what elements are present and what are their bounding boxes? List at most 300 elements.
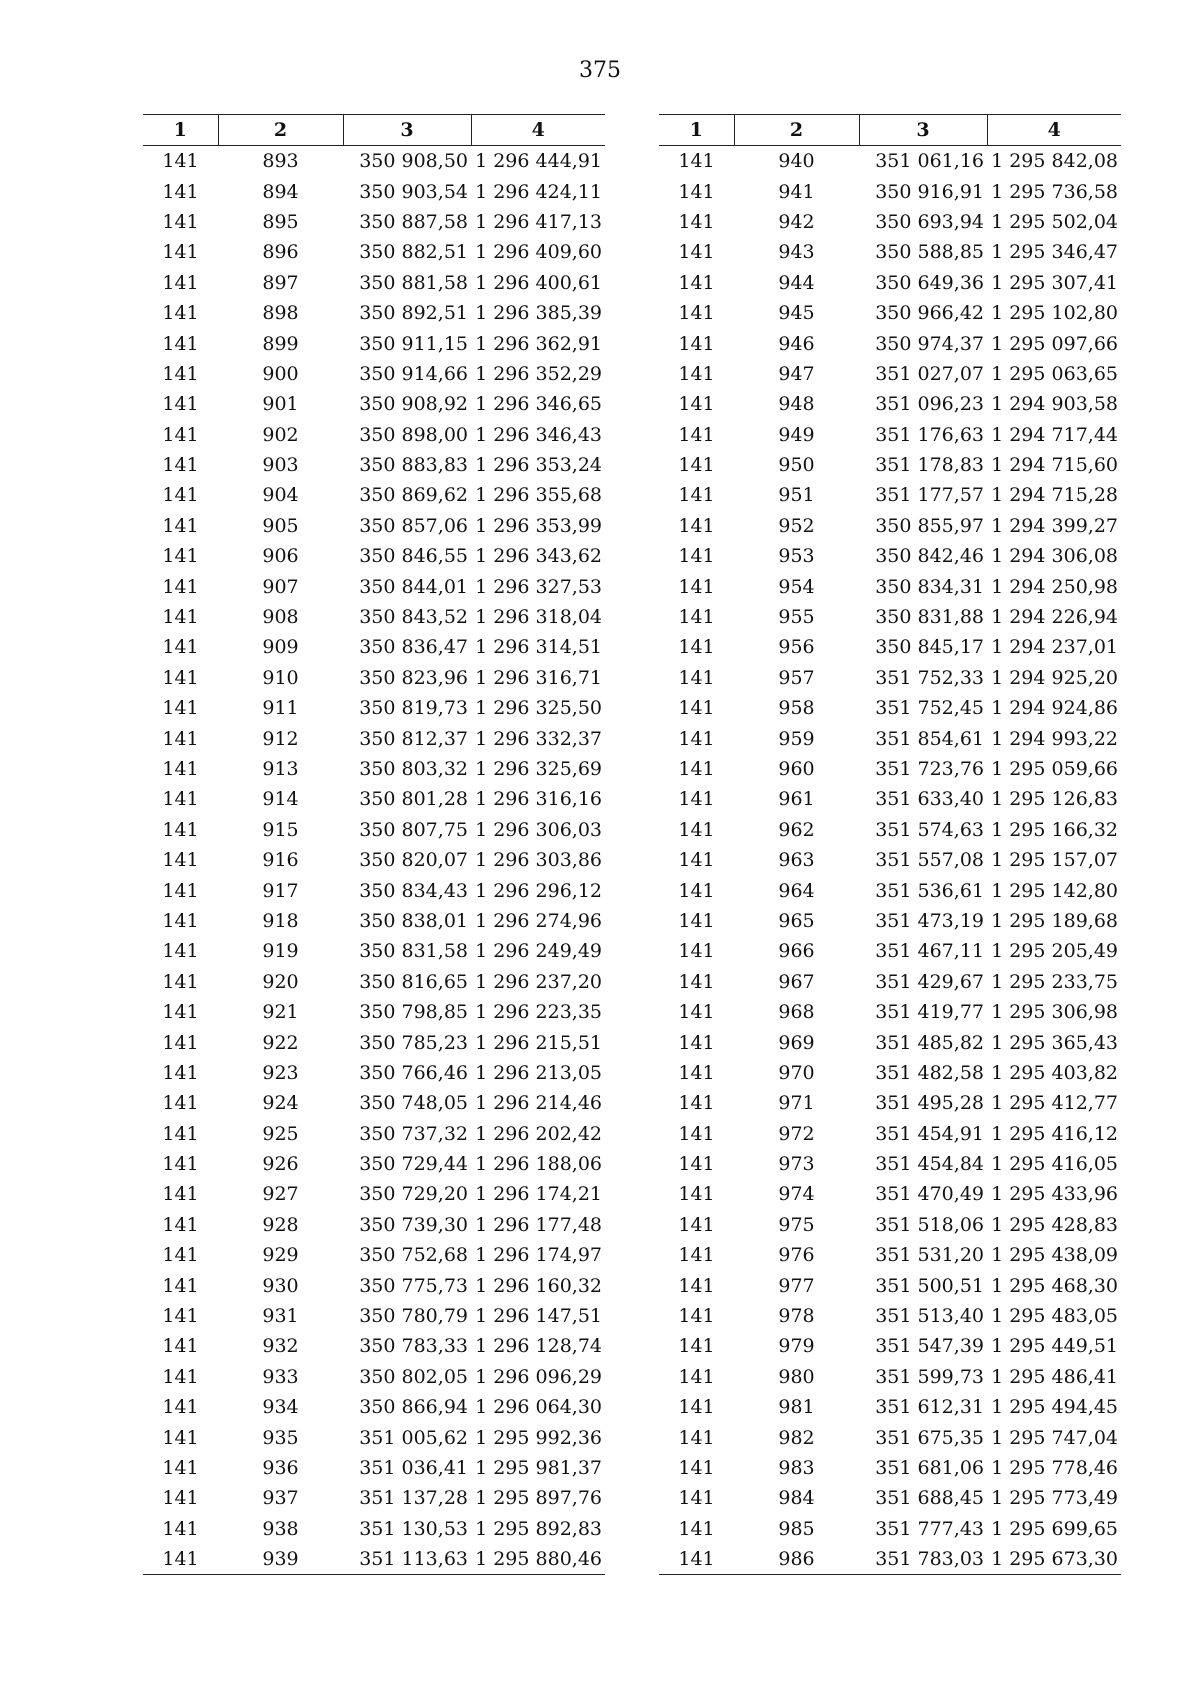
group-number-cell: 141 bbox=[162, 666, 199, 689]
x-coordinate-cell: 350 801,28 bbox=[359, 788, 468, 811]
group-number-cell: 141 bbox=[162, 1001, 199, 1024]
x-coordinate-cell: 351 500,51 bbox=[875, 1274, 984, 1297]
y-coordinate-cell: 1 294 226,94 bbox=[991, 606, 1118, 629]
x-coordinate-cell: 350 881,58 bbox=[359, 271, 468, 294]
y-coordinate-cell: 1 295 306,98 bbox=[991, 1001, 1118, 1024]
table-row bbox=[659, 663, 1121, 693]
x-coordinate-cell: 350 785,23 bbox=[359, 1031, 468, 1054]
point-number-cell: 905 bbox=[262, 514, 299, 537]
table-row bbox=[659, 1422, 1121, 1452]
y-coordinate-cell: 1 296 353,99 bbox=[475, 514, 602, 537]
y-coordinate-cell: 1 296 174,97 bbox=[475, 1244, 602, 1267]
y-coordinate-cell: 1 296 128,74 bbox=[475, 1335, 602, 1358]
x-coordinate-cell: 350 807,75 bbox=[359, 818, 468, 841]
y-coordinate-cell: 1 296 249,49 bbox=[475, 940, 602, 963]
y-coordinate-cell: 1 296 343,62 bbox=[475, 545, 602, 568]
point-number-cell: 902 bbox=[262, 423, 299, 446]
x-coordinate-cell: 350 783,33 bbox=[359, 1335, 468, 1358]
group-number-cell: 141 bbox=[162, 1213, 199, 1236]
group-number-cell: 141 bbox=[678, 697, 715, 720]
point-number-cell: 912 bbox=[262, 727, 299, 750]
table-row bbox=[659, 1301, 1121, 1331]
group-number-cell: 141 bbox=[678, 940, 715, 963]
group-number-cell: 141 bbox=[162, 332, 199, 355]
x-coordinate-cell: 350 737,32 bbox=[359, 1122, 468, 1145]
point-number-cell: 927 bbox=[262, 1183, 299, 1206]
y-coordinate-cell: 1 296 424,11 bbox=[475, 180, 602, 203]
y-coordinate-cell: 1 295 773,49 bbox=[991, 1487, 1118, 1510]
group-number-cell: 141 bbox=[678, 1213, 715, 1236]
group-number-cell: 141 bbox=[678, 1122, 715, 1145]
table-row bbox=[659, 936, 1121, 966]
group-number-cell: 141 bbox=[678, 1335, 715, 1358]
x-coordinate-cell: 351 137,28 bbox=[359, 1487, 468, 1510]
point-number-cell: 935 bbox=[262, 1426, 299, 1449]
table-row bbox=[659, 1027, 1121, 1057]
group-number-cell: 141 bbox=[162, 1487, 199, 1510]
group-number-cell: 141 bbox=[143, 1544, 218, 1575]
x-coordinate-cell: 350 846,55 bbox=[359, 545, 468, 568]
x-coordinate-cell: 351 681,06 bbox=[875, 1456, 984, 1479]
group-number-cell: 141 bbox=[162, 1274, 199, 1297]
x-coordinate-cell: 351 036,41 bbox=[359, 1456, 468, 1479]
y-coordinate-cell: 1 296 214,46 bbox=[475, 1092, 602, 1115]
y-coordinate-cell: 1 295 433,96 bbox=[991, 1183, 1118, 1206]
point-number-cell: 948 bbox=[778, 393, 815, 416]
point-number-cell: 916 bbox=[262, 849, 299, 872]
table-row bbox=[659, 815, 1121, 845]
x-coordinate-cell: 350 798,85 bbox=[359, 1001, 468, 1024]
table-row bbox=[143, 723, 605, 753]
point-number-cell: 973 bbox=[778, 1153, 815, 1176]
table-row bbox=[143, 268, 605, 298]
group-number-cell: 141 bbox=[678, 666, 715, 689]
group-number-cell: 141 bbox=[678, 332, 715, 355]
point-number-cell: 932 bbox=[262, 1335, 299, 1358]
table-row bbox=[143, 146, 605, 177]
table-row bbox=[143, 480, 605, 510]
point-number-cell: 954 bbox=[778, 575, 815, 598]
y-coordinate-cell: 1 296 296,12 bbox=[475, 879, 602, 902]
x-coordinate-cell: 350 766,46 bbox=[359, 1061, 468, 1084]
table-row bbox=[143, 571, 605, 601]
table-row bbox=[659, 1392, 1121, 1422]
y-coordinate-cell: 1 295 892,83 bbox=[475, 1517, 602, 1540]
table-row bbox=[659, 359, 1121, 389]
x-coordinate-cell: 350 752,68 bbox=[359, 1244, 468, 1267]
table-row bbox=[659, 693, 1121, 723]
point-number-cell: 894 bbox=[262, 180, 299, 203]
table-row bbox=[659, 268, 1121, 298]
y-coordinate-cell: 1 296 174,21 bbox=[475, 1183, 602, 1206]
point-number-cell: 941 bbox=[778, 180, 815, 203]
table-row bbox=[143, 997, 605, 1027]
x-coordinate-cell: 351 752,33 bbox=[875, 666, 984, 689]
y-coordinate-cell: 1 295 438,09 bbox=[991, 1244, 1118, 1267]
table-row bbox=[143, 1027, 605, 1057]
point-number-cell: 926 bbox=[262, 1153, 299, 1176]
y-coordinate-cell: 1 295 157,07 bbox=[991, 849, 1118, 872]
group-number-cell: 141 bbox=[162, 940, 199, 963]
x-coordinate-cell: 350 820,07 bbox=[359, 849, 468, 872]
column-header: 2 bbox=[218, 115, 343, 146]
point-number-cell: 946 bbox=[778, 332, 815, 355]
y-coordinate-cell: 1 295 502,04 bbox=[991, 210, 1118, 233]
table-row bbox=[659, 1149, 1121, 1179]
x-coordinate-cell: 350 843,52 bbox=[359, 606, 468, 629]
x-coordinate-cell: 351 454,84 bbox=[875, 1153, 984, 1176]
y-coordinate-cell: 1 296 177,48 bbox=[475, 1213, 602, 1236]
x-coordinate-cell: 351 557,08 bbox=[875, 849, 984, 872]
y-coordinate-cell: 1 296 352,29 bbox=[475, 362, 602, 385]
y-coordinate-cell: 1 295 449,51 bbox=[991, 1335, 1118, 1358]
x-coordinate-cell: 350 812,37 bbox=[359, 727, 468, 750]
point-number-cell: 968 bbox=[778, 1001, 815, 1024]
group-number-cell: 141 bbox=[162, 575, 199, 598]
x-coordinate-cell: 350 882,51 bbox=[359, 241, 468, 264]
table-row bbox=[659, 1119, 1121, 1149]
y-coordinate-cell: 1 295 346,47 bbox=[991, 241, 1118, 264]
point-number-cell: 949 bbox=[778, 423, 815, 446]
y-coordinate-cell: 1 295 097,66 bbox=[991, 332, 1118, 355]
table-row bbox=[143, 1483, 605, 1513]
y-coordinate-cell: 1 296 325,69 bbox=[475, 758, 602, 780]
group-number-cell: 141 bbox=[659, 1544, 734, 1575]
table-row bbox=[659, 1210, 1121, 1240]
x-coordinate-cell: 350 802,05 bbox=[359, 1365, 468, 1388]
point-number-cell: 981 bbox=[778, 1396, 815, 1419]
group-number-cell: 141 bbox=[678, 1092, 715, 1115]
point-number-cell: 944 bbox=[778, 271, 815, 294]
column-header: 4 bbox=[471, 115, 605, 146]
group-number-cell: 141 bbox=[162, 393, 199, 416]
y-coordinate-cell: 1 294 250,98 bbox=[991, 575, 1118, 598]
x-coordinate-cell: 350 845,17 bbox=[875, 636, 984, 659]
table-row bbox=[659, 1514, 1121, 1544]
group-number-cell: 141 bbox=[162, 545, 199, 568]
table-row bbox=[143, 906, 605, 936]
point-number-cell: 957 bbox=[778, 666, 815, 689]
table-row bbox=[143, 207, 605, 237]
table-row bbox=[143, 389, 605, 419]
point-number-cell: 918 bbox=[262, 909, 299, 932]
y-coordinate-cell: 1 295 736,58 bbox=[991, 180, 1118, 203]
x-coordinate-cell: 350 903,54 bbox=[359, 180, 468, 203]
table-row bbox=[143, 1362, 605, 1392]
x-coordinate-cell: 351 429,67 bbox=[875, 970, 984, 993]
x-coordinate-cell: 350 908,50 bbox=[359, 150, 468, 173]
y-coordinate-cell: 1 296 353,24 bbox=[475, 454, 602, 477]
group-number-cell: 141 bbox=[162, 1031, 199, 1054]
y-coordinate-cell: 1 296 355,68 bbox=[475, 484, 602, 507]
x-coordinate-cell: 350 842,46 bbox=[875, 545, 984, 568]
point-number-cell: 967 bbox=[778, 970, 815, 993]
y-coordinate-cell: 1 295 403,82 bbox=[991, 1061, 1118, 1084]
x-coordinate-cell: 350 775,73 bbox=[359, 1274, 468, 1297]
point-number-cell: 962 bbox=[778, 818, 815, 841]
x-coordinate-cell: 350 892,51 bbox=[359, 302, 468, 325]
y-coordinate-cell: 1 296 237,20 bbox=[475, 970, 602, 993]
y-coordinate-cell: 1 296 362,91 bbox=[475, 332, 602, 355]
group-number-cell: 141 bbox=[678, 1031, 715, 1054]
page-number: 375 bbox=[579, 58, 621, 83]
y-coordinate-cell: 1 295 842,08 bbox=[991, 150, 1118, 173]
point-number-cell: 914 bbox=[262, 788, 299, 811]
y-coordinate-cell: 1 295 189,68 bbox=[991, 909, 1118, 932]
y-coordinate-cell: 1 296 327,53 bbox=[475, 575, 602, 598]
table-row bbox=[143, 1088, 605, 1118]
group-number-cell: 141 bbox=[162, 241, 199, 264]
y-coordinate-cell: 1 294 993,22 bbox=[991, 727, 1118, 750]
point-number-cell: 925 bbox=[262, 1122, 299, 1145]
y-coordinate-cell: 1 296 316,71 bbox=[475, 666, 602, 689]
y-coordinate-cell: 1 294 399,27 bbox=[991, 514, 1118, 537]
y-coordinate-cell: 1 295 142,80 bbox=[991, 879, 1118, 902]
point-number-cell: 960 bbox=[778, 758, 815, 780]
group-number-cell: 141 bbox=[678, 484, 715, 507]
point-number-cell: 958 bbox=[778, 697, 815, 720]
point-number-cell: 924 bbox=[262, 1092, 299, 1115]
table-row bbox=[143, 1240, 605, 1270]
point-number-cell: 983 bbox=[778, 1456, 815, 1479]
point-number-cell: 908 bbox=[262, 606, 299, 629]
y-coordinate-cell: 1 296 147,51 bbox=[475, 1305, 602, 1328]
table-row bbox=[143, 541, 605, 571]
x-coordinate-cell: 350 780,79 bbox=[359, 1305, 468, 1328]
table-row bbox=[143, 1270, 605, 1300]
point-number-cell: 936 bbox=[262, 1456, 299, 1479]
y-coordinate-cell: 1 295 233,75 bbox=[991, 970, 1118, 993]
table-row bbox=[143, 754, 605, 784]
x-coordinate-cell: 350 869,62 bbox=[359, 484, 468, 507]
x-coordinate-cell: 350 855,97 bbox=[875, 514, 984, 537]
table-row bbox=[659, 146, 1121, 177]
point-number-cell: 943 bbox=[778, 241, 815, 264]
y-coordinate-cell: 1 296 417,13 bbox=[475, 210, 602, 233]
x-coordinate-cell: 351 752,45 bbox=[875, 697, 984, 720]
y-coordinate-cell: 1 294 715,28 bbox=[991, 484, 1118, 507]
y-coordinate-cell: 1 296 318,04 bbox=[475, 606, 602, 629]
table-row bbox=[143, 936, 605, 966]
y-coordinate-cell: 1 295 416,12 bbox=[991, 1122, 1118, 1145]
table-row bbox=[659, 967, 1121, 997]
x-coordinate-cell: 351 536,61 bbox=[875, 879, 984, 902]
point-number-cell: 900 bbox=[262, 362, 299, 385]
group-number-cell: 141 bbox=[678, 150, 715, 173]
x-coordinate-cell: 351 470,49 bbox=[875, 1183, 984, 1206]
group-number-cell: 141 bbox=[162, 788, 199, 811]
table-row bbox=[143, 815, 605, 845]
y-coordinate-cell: 1 296 213,05 bbox=[475, 1061, 602, 1084]
x-coordinate-cell: 351 633,40 bbox=[875, 788, 984, 811]
x-coordinate-cell: 351 473,19 bbox=[875, 909, 984, 932]
table-row bbox=[659, 1331, 1121, 1361]
y-coordinate-cell: 1 296 274,96 bbox=[475, 909, 602, 932]
group-number-cell: 141 bbox=[678, 362, 715, 385]
group-number-cell: 141 bbox=[162, 514, 199, 537]
x-coordinate-cell: 350 729,20 bbox=[359, 1183, 468, 1206]
column-header: 1 bbox=[143, 115, 218, 146]
point-number-cell: 955 bbox=[778, 606, 815, 629]
group-number-cell: 141 bbox=[162, 909, 199, 932]
table-row bbox=[659, 1453, 1121, 1483]
x-coordinate-cell: 350 831,58 bbox=[359, 940, 468, 963]
table-row bbox=[143, 1544, 605, 1575]
table-row bbox=[143, 420, 605, 450]
point-number-cell: 982 bbox=[778, 1426, 815, 1449]
table-row bbox=[143, 967, 605, 997]
table-row bbox=[659, 176, 1121, 206]
y-coordinate-cell: 1 294 715,60 bbox=[991, 454, 1118, 477]
table-row bbox=[659, 1240, 1121, 1270]
y-coordinate-cell: 1 296 385,39 bbox=[475, 302, 602, 325]
table-header-row bbox=[143, 115, 605, 146]
table-row bbox=[659, 602, 1121, 632]
y-coordinate-cell: 1 295 059,66 bbox=[991, 758, 1118, 780]
table-row bbox=[659, 207, 1121, 237]
y-coordinate-cell: 1 296 400,61 bbox=[475, 271, 602, 294]
table-row bbox=[659, 420, 1121, 450]
group-number-cell: 141 bbox=[162, 180, 199, 203]
y-coordinate-cell: 1 296 096,29 bbox=[475, 1365, 602, 1388]
table-row bbox=[143, 693, 605, 723]
point-number-cell: 980 bbox=[778, 1365, 815, 1388]
group-number-cell: 141 bbox=[162, 758, 199, 780]
point-number-cell: 942 bbox=[778, 210, 815, 233]
point-number-cell: 937 bbox=[262, 1487, 299, 1510]
point-number-cell: 917 bbox=[262, 879, 299, 902]
y-coordinate-cell: 1 294 237,01 bbox=[991, 636, 1118, 659]
table-row bbox=[143, 784, 605, 814]
table-row bbox=[143, 511, 605, 541]
y-coordinate-cell: 1 295 468,30 bbox=[991, 1274, 1118, 1297]
y-coordinate-cell: 1 295 365,43 bbox=[991, 1031, 1118, 1054]
y-coordinate-cell: 1 296 202,42 bbox=[475, 1122, 602, 1145]
x-coordinate-cell: 350 898,00 bbox=[359, 423, 468, 446]
group-number-cell: 141 bbox=[162, 1396, 199, 1419]
table-row bbox=[143, 328, 605, 358]
table-row bbox=[659, 1270, 1121, 1300]
group-number-cell: 141 bbox=[678, 909, 715, 932]
point-number-cell: 930 bbox=[262, 1274, 299, 1297]
y-coordinate-cell: 1 294 924,86 bbox=[991, 697, 1118, 720]
group-number-cell: 141 bbox=[162, 727, 199, 750]
x-coordinate-cell: 350 866,94 bbox=[359, 1396, 468, 1419]
table-row bbox=[659, 723, 1121, 753]
x-coordinate-cell: 350 803,32 bbox=[359, 758, 468, 780]
point-number-cell: 966 bbox=[778, 940, 815, 963]
point-number-cell: 898 bbox=[262, 302, 299, 325]
group-number-cell: 141 bbox=[162, 150, 199, 173]
point-number-cell: 906 bbox=[262, 545, 299, 568]
x-coordinate-cell: 350 887,58 bbox=[359, 210, 468, 233]
table-row bbox=[143, 1514, 605, 1544]
y-coordinate-cell: 1 296 325,50 bbox=[475, 697, 602, 720]
group-number-cell: 141 bbox=[162, 1365, 199, 1388]
group-number-cell: 141 bbox=[678, 818, 715, 841]
x-coordinate-cell: 351 482,58 bbox=[875, 1061, 984, 1084]
point-number-cell: 920 bbox=[262, 970, 299, 993]
table-row bbox=[143, 298, 605, 328]
coordinates-table-right bbox=[659, 114, 1121, 1575]
table-row bbox=[143, 1453, 605, 1483]
table-row bbox=[143, 1058, 605, 1088]
point-number-cell: 928 bbox=[262, 1213, 299, 1236]
table-row bbox=[659, 237, 1121, 267]
group-number-cell: 141 bbox=[162, 302, 199, 325]
table-row bbox=[659, 1179, 1121, 1209]
group-number-cell: 141 bbox=[678, 727, 715, 750]
column-header: 3 bbox=[859, 115, 987, 146]
y-coordinate-cell: 1 295 483,05 bbox=[991, 1305, 1118, 1328]
y-coordinate-cell: 1 295 747,04 bbox=[991, 1426, 1118, 1449]
group-number-cell: 141 bbox=[162, 1183, 199, 1206]
table-row bbox=[143, 1301, 605, 1331]
point-number-cell: 910 bbox=[262, 666, 299, 689]
group-number-cell: 141 bbox=[162, 1244, 199, 1267]
table-row bbox=[659, 450, 1121, 480]
x-coordinate-cell: 351 454,91 bbox=[875, 1122, 984, 1145]
point-number-cell: 897 bbox=[262, 271, 299, 294]
x-coordinate-cell: 351 061,16 bbox=[875, 150, 984, 173]
point-number-cell: 904 bbox=[262, 484, 299, 507]
x-coordinate-cell: 350 739,30 bbox=[359, 1213, 468, 1236]
point-number-cell: 940 bbox=[778, 150, 815, 173]
y-coordinate-cell: 1 295 307,41 bbox=[991, 271, 1118, 294]
point-number-cell: 895 bbox=[262, 210, 299, 233]
x-coordinate-cell: 351 130,53 bbox=[359, 1517, 468, 1540]
point-number-cell: 985 bbox=[778, 1517, 815, 1540]
y-coordinate-cell: 1 296 409,60 bbox=[475, 241, 602, 264]
table-row bbox=[143, 1422, 605, 1452]
column-header: 2 bbox=[734, 115, 859, 146]
y-coordinate-cell: 1 295 416,05 bbox=[991, 1153, 1118, 1176]
x-coordinate-cell: 351 723,76 bbox=[875, 758, 984, 780]
y-coordinate-cell: 1 294 925,20 bbox=[991, 666, 1118, 689]
point-number-cell: 951 bbox=[778, 484, 815, 507]
table-row bbox=[143, 845, 605, 875]
point-number-cell: 950 bbox=[778, 454, 815, 477]
group-number-cell: 141 bbox=[678, 879, 715, 902]
x-coordinate-cell: 350 966,42 bbox=[875, 302, 984, 325]
table-row bbox=[659, 389, 1121, 419]
table-row bbox=[143, 602, 605, 632]
point-number-cell: 919 bbox=[262, 940, 299, 963]
point-number-cell: 952 bbox=[778, 514, 815, 537]
x-coordinate-cell: 350 857,06 bbox=[359, 514, 468, 537]
table-row bbox=[659, 784, 1121, 814]
y-coordinate-cell: 1 295 992,36 bbox=[475, 1426, 602, 1449]
group-number-cell: 141 bbox=[678, 970, 715, 993]
x-coordinate-cell: 350 819,73 bbox=[359, 697, 468, 720]
x-coordinate-cell: 351 027,07 bbox=[875, 362, 984, 385]
group-number-cell: 141 bbox=[678, 1183, 715, 1206]
x-coordinate-cell: 350 914,66 bbox=[359, 362, 468, 385]
group-number-cell: 141 bbox=[678, 454, 715, 477]
group-number-cell: 141 bbox=[162, 1092, 199, 1115]
y-coordinate-cell: 1 295 102,80 bbox=[991, 302, 1118, 325]
group-number-cell: 141 bbox=[678, 545, 715, 568]
group-number-cell: 141 bbox=[678, 575, 715, 598]
y-coordinate-cell: 1 294 717,44 bbox=[991, 423, 1118, 446]
table-row bbox=[659, 1058, 1121, 1088]
y-coordinate-cell: 1 295 673,30 bbox=[987, 1544, 1121, 1575]
group-number-cell: 141 bbox=[162, 423, 199, 446]
x-coordinate-cell: 350 831,88 bbox=[875, 606, 984, 629]
column-header: 1 bbox=[659, 115, 734, 146]
table-row bbox=[143, 450, 605, 480]
table-row bbox=[659, 511, 1121, 541]
